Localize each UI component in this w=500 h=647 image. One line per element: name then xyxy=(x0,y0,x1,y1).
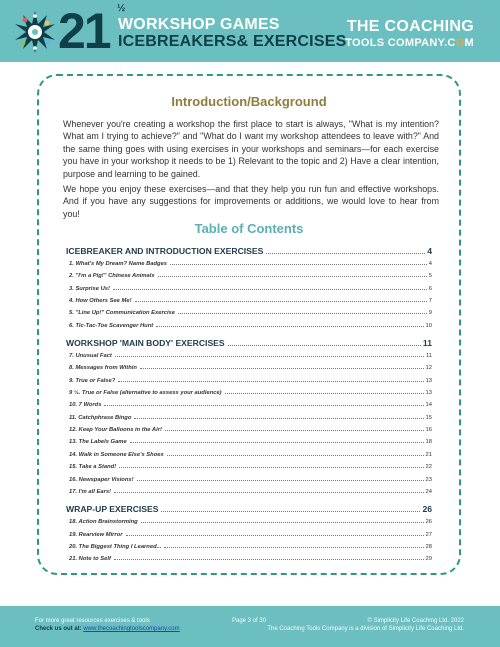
toc-item[interactable] xyxy=(66,307,432,319)
toc-page-number: 10 xyxy=(425,322,432,329)
toc-section[interactable] xyxy=(66,502,432,516)
dot-leader xyxy=(135,301,427,302)
toc-item-label: 13. The Labels Game xyxy=(69,439,127,446)
toc-item[interactable] xyxy=(66,529,432,541)
toc-item[interactable] xyxy=(66,424,432,436)
toc-item[interactable] xyxy=(66,449,432,461)
table-of-contents xyxy=(66,244,432,566)
dot-leader xyxy=(164,547,423,548)
toc-item-label: 6. Tic-Tac-Toe Scavenger Hunt xyxy=(69,322,154,329)
header-fraction: ½ xyxy=(117,3,126,14)
dot-leader xyxy=(134,418,423,419)
toc-page-number: 29 xyxy=(425,556,432,563)
dot-leader xyxy=(104,405,423,406)
dot-leader xyxy=(165,430,424,431)
toc-item[interactable] xyxy=(66,362,432,374)
toc-page-number: 7 xyxy=(428,298,432,305)
brand-text: TOOLS COMPANY.C xyxy=(345,37,456,49)
toc-page-number: 11 xyxy=(425,353,432,360)
toc-page-number: 9 xyxy=(428,310,432,317)
toc-item[interactable] xyxy=(66,474,432,486)
toc-page-number: 12 xyxy=(425,365,432,372)
page-number: Page 3 of 30 xyxy=(232,618,267,624)
toc-item-label: 15. Take a Stand! xyxy=(69,464,117,471)
toc-page-number: 23 xyxy=(425,476,432,483)
copyright-text: © Simplicity Life Coaching Ltd. 2022 xyxy=(367,618,464,624)
company-division-text: The Coaching Tools Company is a division of Simplicity Life Coaching Ltd. xyxy=(267,626,464,632)
dot-leader xyxy=(228,345,421,346)
brand-text-end: M xyxy=(464,37,474,49)
dot-leader xyxy=(158,276,427,277)
header-title-line2: ICEBREAKERS& EXERCISES xyxy=(118,33,347,50)
toc-section[interactable] xyxy=(66,244,432,258)
starburst-logo-icon xyxy=(13,10,57,54)
toc-item[interactable] xyxy=(66,436,432,448)
dot-leader xyxy=(115,356,424,357)
toc-page-number: 13 xyxy=(425,377,432,384)
dot-leader xyxy=(225,393,424,394)
dot-leader xyxy=(156,326,423,327)
dot-leader xyxy=(119,467,423,468)
toc-page-number: 16 xyxy=(425,427,432,434)
toc-page-number: 15 xyxy=(425,414,432,421)
toc-item[interactable] xyxy=(66,461,432,473)
toc-item[interactable] xyxy=(66,399,432,411)
dot-leader xyxy=(167,455,424,456)
toc-item[interactable] xyxy=(66,270,432,282)
toc-item-label: 9 ½. True or False (alternative to assess your audience) xyxy=(69,390,222,397)
intro-heading: Introduction/Background xyxy=(171,94,327,109)
toc-section[interactable] xyxy=(66,336,432,350)
toc-item-label: 11. Catchphrase Bingo xyxy=(69,414,132,421)
toc-item[interactable] xyxy=(66,295,432,307)
toc-item[interactable] xyxy=(66,350,432,362)
toc-item-label: 2. "I'm a Pig!" Chinese Animals xyxy=(69,273,155,280)
toc-item-label: 4. How Others See Me! xyxy=(69,298,132,305)
toc-item-label: 20. The Biggest Thing I Learned... xyxy=(69,543,162,550)
dot-leader xyxy=(137,480,424,481)
toc-page-number: 27 xyxy=(425,531,432,538)
toc-section-title: WORKSHOP 'MAIN BODY' EXERCISES xyxy=(66,338,225,349)
intro-paragraph-1: Whenever you're creating a workshop the first place to start is always, "What is my intention? What am I trying to achieve?" and "What do I want my workshop attendees to leave with?" And the same thing goes with using exercises in your workshops and seminars—for each exercise you have in your workshop it needs to be 1) Relevant to the topic and 2) Have a clear intention, purpose and learning to be gained. xyxy=(63,119,439,179)
toc-page-number: 5 xyxy=(428,273,432,280)
toc-item[interactable] xyxy=(66,412,432,424)
header-banner xyxy=(0,0,500,62)
website-link[interactable]: www.thecoachingtoolscompany.com xyxy=(83,626,180,632)
toc-page-number: 4 xyxy=(427,246,432,256)
toc-item-label: 12. Keep Your Balloons in the Air! xyxy=(69,427,162,434)
footer-banner xyxy=(0,606,500,647)
toc-item[interactable] xyxy=(66,258,432,270)
toc-item[interactable] xyxy=(66,516,432,528)
footer-resources-text: For more great resources exercises & tools xyxy=(35,618,150,624)
dot-leader xyxy=(114,492,424,493)
toc-heading: Table of Contents xyxy=(194,221,304,236)
dot-leader xyxy=(130,442,424,443)
toc-item-label: 17. I'm all Ears! xyxy=(69,488,111,495)
header-title-line1: WORKSHOP GAMES xyxy=(118,16,280,33)
dot-leader xyxy=(113,289,427,290)
toc-item-label: 3. Surprise Us! xyxy=(69,285,110,292)
dot-leader xyxy=(161,511,420,512)
toc-item[interactable] xyxy=(66,283,432,295)
toc-item-label: 19. Rearview Mirror xyxy=(69,531,123,538)
toc-item[interactable] xyxy=(66,553,432,565)
toc-page-number: 21 xyxy=(425,451,432,458)
toc-page-number: 26 xyxy=(422,504,432,515)
toc-page-number: 28 xyxy=(425,543,432,550)
toc-page-number: 11 xyxy=(422,338,432,349)
dot-leader xyxy=(266,253,425,254)
toc-item-label: 1. What's My Dream? Name Badges xyxy=(69,261,168,267)
toc-item-label: 8. Messages from Within xyxy=(69,365,137,372)
toc-page-number: 26 xyxy=(425,519,432,526)
toc-item-label: 18. Action Brainstorming xyxy=(69,519,138,526)
footer-website-line xyxy=(35,626,180,632)
toc-item[interactable] xyxy=(66,486,432,498)
toc-page-number: 24 xyxy=(425,488,432,495)
dot-leader xyxy=(170,264,427,265)
header-number: 21 xyxy=(58,3,110,59)
toc-page-number: 18 xyxy=(425,439,432,446)
dot-leader xyxy=(114,559,424,560)
brand-name-line1: THE COACHING xyxy=(346,18,474,35)
toc-item-label: 21. Note to Self xyxy=(69,556,111,563)
brand-accent-letter: O xyxy=(455,37,465,49)
dot-leader xyxy=(140,368,424,369)
toc-section-title: WRAP-UP EXERCISES xyxy=(66,504,159,515)
toc-item-label: 10. 7 Words xyxy=(69,402,102,409)
dot-leader xyxy=(178,313,427,314)
toc-section-title: ICEBREAKER AND INTRODUCTION EXERCISES xyxy=(66,246,264,256)
toc-item-label: 7. Unusual Fact xyxy=(69,353,112,360)
toc-item-label: 16. Newspaper Visions! xyxy=(69,476,134,483)
toc-item[interactable] xyxy=(66,541,432,553)
toc-item[interactable] xyxy=(66,387,432,399)
intro-paragraph-2: We hope you enjoy these exercises—and that they help you run fun and effective workshops. And if you have any suggestions for improvements or additions, we would love to hear from you! xyxy=(63,184,439,219)
toc-item-label: 9. True or False? xyxy=(69,377,116,384)
dot-leader xyxy=(126,535,424,536)
toc-item[interactable] xyxy=(66,320,432,332)
toc-page-number: 22 xyxy=(425,464,432,471)
toc-page-number: 14 xyxy=(425,402,432,409)
dot-leader xyxy=(118,381,423,382)
dot-leader xyxy=(141,522,424,523)
toc-item[interactable] xyxy=(66,375,432,387)
toc-page-number: 6 xyxy=(428,285,432,292)
footer-website-prefix: Check us out at: xyxy=(35,626,84,632)
brand-name-line2 xyxy=(345,37,474,49)
toc-item-label: 5. "Line Up!" Communication Exercise xyxy=(69,310,175,317)
toc-page-number: 4 xyxy=(428,261,432,267)
toc-item-label: 14. Walk in Someone Else's Shoes xyxy=(69,451,164,458)
toc-page-number: 13 xyxy=(425,390,432,397)
